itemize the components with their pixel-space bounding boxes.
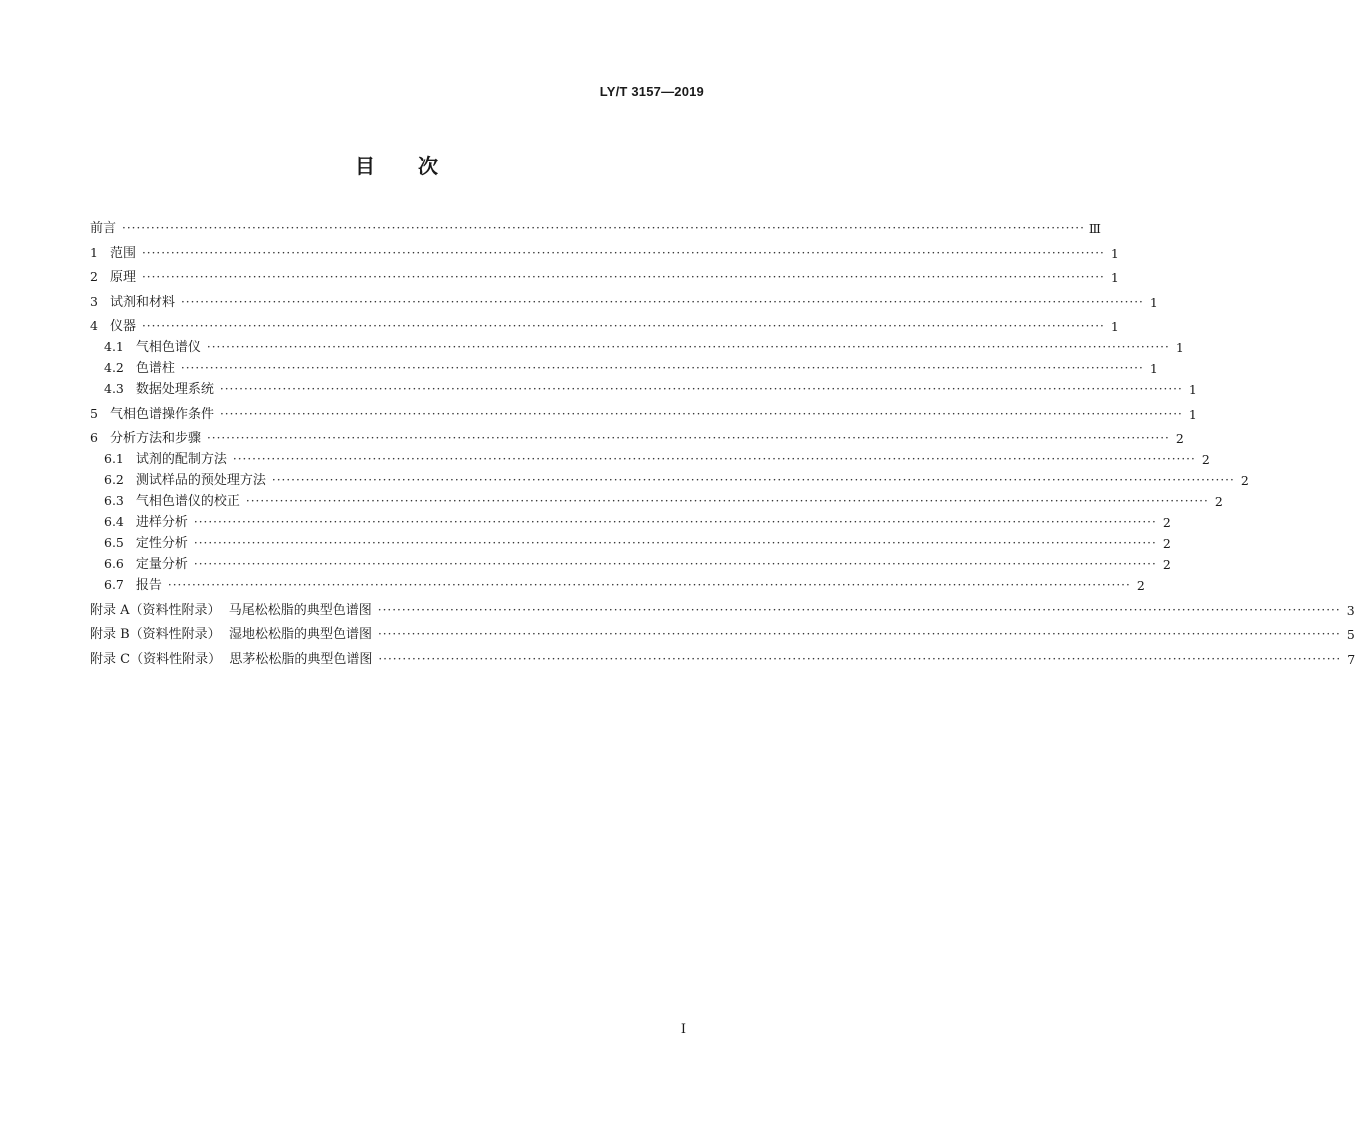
toc-entry-page: 2	[1162, 557, 1171, 572]
toc-entry-page: 2	[1240, 473, 1249, 488]
toc-entry-number: 6.1	[104, 451, 124, 466]
toc-leader-dots: ········································································································································································································	[193, 557, 1157, 571]
toc-entry[interactable]	[90, 216, 1101, 237]
toc-entry-label	[90, 555, 188, 573]
toc-entry[interactable]	[90, 311, 1119, 336]
toc-leader-dots: ········································································································································································································	[378, 651, 1342, 666]
toc-entry-number: 6.4	[104, 514, 124, 529]
page-title	[0, 150, 794, 179]
toc-entry[interactable]	[90, 335, 1184, 356]
toc-entry-number: 4	[90, 318, 98, 333]
toc-entry-page: 2	[1162, 536, 1171, 551]
table-of-contents	[90, 216, 1355, 668]
toc-entry-label	[90, 651, 372, 668]
toc-leader-dots: ········································································································································································································	[180, 361, 1144, 375]
toc-entry-label	[90, 380, 214, 398]
toc-entry-title: 定性分析	[135, 536, 188, 551]
toc-entry-page: 2	[1201, 452, 1210, 467]
toc-entry-number: 6.6	[104, 556, 124, 571]
toc-entry-number: 6.2	[104, 472, 124, 487]
toc-entry[interactable]	[90, 398, 1197, 423]
toc-leader-dots: ········································································································································································································	[193, 515, 1157, 529]
toc-entry-title: 报告	[135, 578, 162, 593]
toc-entry-page: 1	[1149, 294, 1158, 310]
toc-entry-page: 5	[1346, 627, 1355, 642]
toc-entry-label	[90, 429, 201, 447]
toc-entry[interactable]	[90, 377, 1197, 398]
toc-entry-title: 附录 C（资料性附录） 思茅松松脂的典型色谱图	[90, 651, 373, 667]
toc-entry-label	[90, 450, 227, 468]
toc-entry-number: 4.2	[104, 360, 124, 375]
toc-entry-page: 1	[1175, 340, 1184, 355]
toc-leader-dots: ········································································································································································································	[232, 452, 1196, 466]
toc-entry-page: 3	[1346, 602, 1355, 618]
toc-entry[interactable]	[90, 423, 1184, 448]
toc-entry[interactable]	[90, 619, 1355, 644]
toc-entry-label	[90, 268, 136, 286]
toc-entry-page: 2	[1175, 431, 1184, 446]
toc-entry-label	[90, 317, 136, 335]
footer-page-number: I	[680, 1022, 686, 1037]
title-char-1: 目	[355, 154, 376, 178]
toc-entry-title: 进样分析	[135, 515, 188, 530]
toc-entry-title: 附录 B（资料性附录） 湿地松松脂的典型色谱图	[90, 627, 372, 642]
toc-entry-page: 1	[1188, 382, 1197, 397]
toc-entry-label	[90, 534, 188, 552]
toc-entry-title: 数据处理系统	[135, 382, 214, 397]
toc-entry[interactable]	[90, 447, 1210, 468]
toc-entry-label	[90, 359, 175, 377]
toc-entry-number: 2	[90, 269, 98, 284]
toc-leader-dots: ········································································································································································································	[141, 319, 1105, 333]
toc-entry-title: 前言	[90, 221, 117, 236]
toc-entry-number: 3	[90, 293, 98, 309]
toc-entry-title: 范围	[109, 245, 136, 261]
toc-entry-page: 1	[1110, 270, 1119, 285]
toc-entry-title: 气相色谱操作条件	[109, 406, 214, 422]
toc-entry[interactable]	[90, 573, 1145, 594]
toc-entry[interactable]	[90, 356, 1158, 377]
toc-entry[interactable]	[90, 468, 1249, 489]
toc-leader-dots: ········································································································································································································	[377, 602, 1341, 617]
toc-leader-dots: ········································································································································································································	[377, 627, 1341, 641]
toc-entry-title: 附录 A（资料性附录） 马尾松松脂的典型色谱图	[90, 602, 372, 618]
standard-number: LY/T 3157—2019	[599, 84, 704, 99]
toc-entry-label	[90, 492, 240, 510]
toc-entry-title: 分析方法和步骤	[109, 431, 201, 446]
toc-entry-label	[90, 513, 188, 531]
toc-entry-label	[90, 244, 136, 262]
toc-entry-label	[90, 471, 266, 489]
toc-leader-dots: ········································································································································································································	[141, 245, 1105, 260]
toc-entry-title: 定量分析	[135, 557, 188, 572]
toc-entry-title: 原理	[109, 270, 136, 285]
toc-entry-number: 1	[90, 244, 98, 260]
toc-entry-number: 6.5	[104, 535, 124, 550]
toc-entry-label	[90, 293, 175, 311]
toc-entry[interactable]	[90, 489, 1223, 510]
toc-entry-number: 5	[90, 405, 98, 421]
toc-leader-dots: ········································································································································································································	[167, 578, 1131, 592]
toc-entry-page: 1	[1110, 245, 1119, 261]
toc-leader-dots: ········································································································································································································	[141, 270, 1105, 284]
toc-entry-label	[90, 602, 372, 619]
toc-entry-page: 2	[1214, 494, 1223, 509]
toc-entry[interactable]	[90, 286, 1158, 311]
toc-entry-label	[90, 405, 214, 423]
toc-entry-title: 气相色谱仪	[135, 340, 201, 355]
toc-entry-page: 2	[1136, 578, 1145, 593]
toc-leader-dots: ········································································································································································································	[122, 221, 1085, 235]
toc-entry[interactable]	[90, 510, 1171, 531]
toc-leader-dots: ········································································································································································································	[219, 382, 1183, 396]
toc-leader-dots: ········································································································································································································	[206, 340, 1170, 354]
toc-entry[interactable]	[90, 262, 1119, 287]
toc-entry-label	[90, 626, 372, 643]
toc-entry-label	[90, 220, 116, 237]
toc-leader-dots: ········································································································································································································	[206, 431, 1170, 445]
toc-entry[interactable]	[90, 552, 1171, 573]
toc-leader-dots: ········································································································································································································	[245, 494, 1209, 508]
toc-entry-page: 1	[1149, 361, 1158, 376]
toc-leader-dots: ········································································································································································································	[180, 294, 1144, 309]
title-char-2: 次	[418, 154, 439, 178]
toc-entry-page: 7	[1347, 651, 1355, 667]
toc-leader-dots: ········································································································································································································	[271, 473, 1235, 487]
toc-entry-title: 气相色谱仪的校正	[135, 494, 240, 509]
toc-entry-title: 色谱柱	[135, 361, 175, 376]
toc-entry[interactable]	[90, 643, 1355, 668]
toc-entry[interactable]	[90, 531, 1171, 552]
toc-entry-number: 6.3	[104, 493, 124, 508]
toc-leader-dots: ········································································································································································································	[219, 406, 1183, 421]
toc-entry-number: 6	[90, 430, 98, 445]
toc-entry-title: 仪器	[109, 319, 136, 334]
toc-entry-page: 2	[1162, 515, 1171, 530]
toc-entry-title: 测试样品的预处理方法	[135, 473, 266, 488]
toc-entry-title: 试剂的配制方法	[135, 452, 227, 467]
toc-entry-number: 4.3	[104, 381, 124, 396]
toc-entry[interactable]	[90, 237, 1119, 262]
toc-entry-page: Ⅲ	[1088, 221, 1101, 236]
toc-entry[interactable]	[90, 594, 1355, 619]
toc-entry-page: 1	[1188, 406, 1197, 422]
toc-entry-label	[90, 576, 162, 594]
toc-entry-number: 6.7	[104, 577, 124, 592]
toc-entry-number: 4.1	[104, 339, 124, 354]
toc-leader-dots: ········································································································································································································	[193, 536, 1157, 550]
toc-entry-title: 试剂和材料	[109, 294, 175, 310]
toc-entry-label	[90, 338, 201, 356]
toc-entry-page: 1	[1110, 319, 1119, 334]
